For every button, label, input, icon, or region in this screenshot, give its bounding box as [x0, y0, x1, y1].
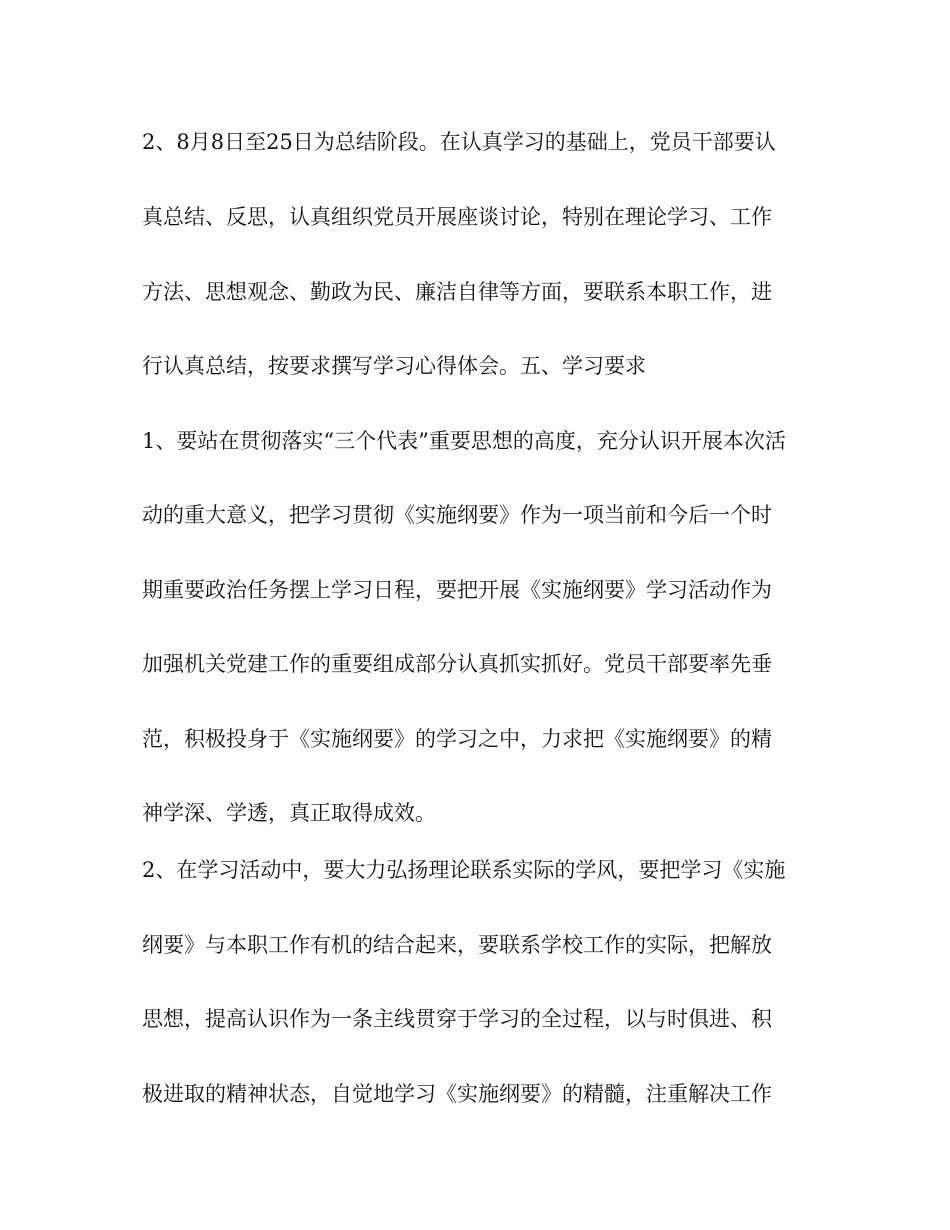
text-line: 思想，提高认识作为一条主线贯穿于学习的全过程，以与时俱进、积	[142, 1007, 772, 1031]
text-line: 加强机关党建工作的重要组成部分认真抓实抓好。党员干部要率先垂	[142, 652, 772, 676]
text-line: 方法、思想观念、勤政为民、廉洁自律等方面，要联系本职工作，进	[142, 280, 772, 304]
text-line: 范，积极投身于《实施纲要》的学习之中，力求把《实施纲要》的精	[142, 727, 772, 751]
text-line: 神学深、学透，真正取得成效。	[142, 801, 436, 825]
text-line: 期重要政治任务摆上学习日程，要把开展《实施纲要》学习活动作为	[142, 578, 772, 602]
text-line: 真总结、反思，认真组织党员开展座谈讨论，特别在理论学习、工作	[142, 205, 772, 229]
text-line: 2、8月8日至25日为总结阶段。在认真学习的基础上，党员干部要认	[142, 130, 776, 154]
text-line: 2、在学习活动中，要大力弘扬理论联系实际的学风，要把学习《实施	[142, 858, 786, 882]
text-line: 1、要站在贯彻落实“三个代表”重要思想的高度，充分认识开展本次活	[142, 429, 786, 453]
text-line: 动的重大意义，把学习贯彻《实施纲要》作为一项当前和今后一个时	[142, 503, 772, 527]
text-line: 纲要》与本职工作有机的结合起来，要联系学校工作的实际，把解放	[142, 933, 772, 957]
text-line: 行认真总结，按要求撰写学习心得体会。五、学习要求	[142, 354, 646, 378]
text-line: 极进取的精神状态，自觉地学习《实施纲要》的精髓，注重解决工作	[142, 1082, 772, 1106]
